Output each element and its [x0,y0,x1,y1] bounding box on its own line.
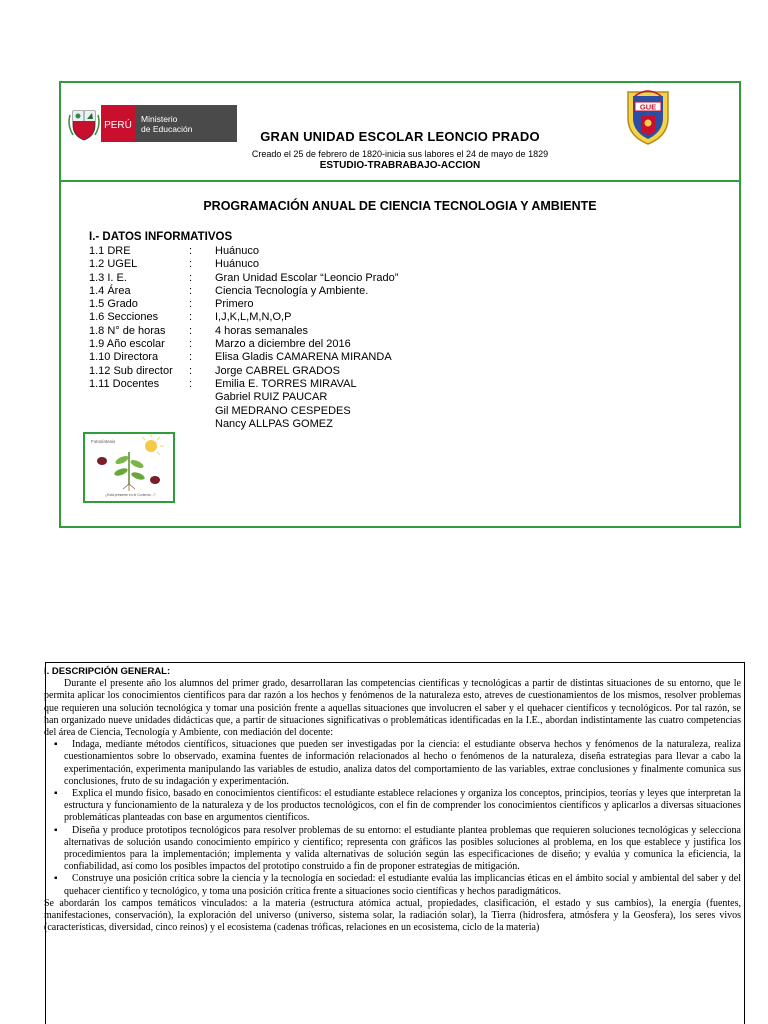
datos-separator: : [189,351,193,364]
datos-row [89,325,398,338]
datos-row [89,272,398,285]
datos-value: Marzo a diciembre del 2016 [215,338,351,351]
datos-separator: : [189,338,193,351]
datos-list [89,245,398,431]
competency-bullet [44,825,741,874]
datos-separator: : [189,324,193,337]
datos-separator: : [189,258,193,271]
competency-bullet [44,873,741,897]
description-text [44,666,741,934]
bullet-square-icon: ▪ [54,739,58,751]
datos-label [89,391,189,404]
datos-value: Nancy ALLPAS GOMEZ [215,417,333,430]
description-title: I. DESCRIPCIÓN GENERAL: [44,666,171,677]
datos-row [89,365,398,378]
datos-separator: : [189,271,193,284]
datos-label: 1.11 Docentes [89,377,160,390]
datos-row [89,298,398,311]
cover-frame [59,81,741,528]
competency-bullet [44,788,741,825]
datos-separator: : [189,377,193,390]
datos-label [89,405,189,418]
datos-separator: : [189,364,193,377]
program-title: PROGRAMACIÓN ANUAL DE CIENCIA TECNOLOGIA Y AMBIENTE [203,199,597,213]
datos-label: 1.12 Sub director [89,364,173,377]
datos-row [89,391,398,404]
description-section [45,662,745,1024]
competency-text: Explica el mundo físico, basado en conocimientos científicos: el estudiante establece relaciones y organiza los conceptos, principios, teorías y leyes que interpretan la estructura y funcionamiento de la naturaleza y de los productos tecnológicos, con el fin de comprender los conocimientos científicos y aplicarlos a diversas situaciones problemáticas planteadas con base en argumentos científicos. [64,788,741,824]
datos-value: Elisa Gladis CAMARENA MIRANDA [215,351,392,364]
datos-label: 1.9 Año escolar [89,338,165,351]
datos-label [89,418,189,431]
school-name: GRAN UNIDAD ESCOLAR LEONCIO PRADO [260,129,540,144]
datos-label: 1.4 Área [89,284,131,297]
description-intro: Durante el presente año los alumnos del primer grado, desarrollaran las competencias científicas y tecnológicas a partir de distintas situaciones de su entorno, que le permita aplicar los conocimientos científicos para dar razón a los hechos y fenómenos de la naturaleza esto, atreves de cuestionamientos de los mismos, resolver problemas que requieren una solución tecnológica y tomar una posición frente a aquellas situaciones que involucren el saber y el quehacer científicos y tecnológicos. Por tal razón, se han organizado nueve unidades didácticas que, a partir de situaciones significativas o problemáticas identificadas en la I.E., abordan indistintamente las cuatro competencias del área de Ciencia, Tecnología y Ambiente, con mediación del docente: [44,678,741,739]
datos-row [89,338,398,351]
header-divider [61,180,739,182]
datos-heading: I.- DATOS INFORMATIVOS [89,231,233,243]
datos-value: 4 horas semanales [215,324,308,337]
datos-value: Huánuco [215,258,260,271]
datos-label: 1.2 UGEL [89,258,138,271]
datos-separator [189,418,215,431]
school-founding-note: Creado el 25 de febrero de 1820-inicia sus labores el 24 de mayo de 1829 [251,149,549,159]
datos-label: 1.8 N° de horas [89,324,166,337]
thumbnail-caption-bottom: ¿Está presente en el Contexto...? [105,493,156,497]
datos-row [89,405,398,418]
datos-row [89,311,398,324]
datos-row [89,351,398,364]
datos-separator: : [189,284,193,297]
ministry-line2: de Educación [141,124,193,134]
datos-value: Gabriel RUIZ PAUCAR [215,391,328,404]
datos-label: 1.3 I. E. [89,271,127,284]
datos-label: 1.1 DRE [89,245,131,257]
datos-value: Emilia E. TORRES MIRAVAL [215,377,357,390]
bullet-square-icon: ▪ [54,873,58,885]
datos-label: 1.6 Secciones [89,311,159,324]
datos-row [89,285,398,298]
photosynthesis-thumbnail [83,432,175,503]
datos-separator [189,405,215,418]
datos-row [89,258,398,271]
description-closing: Se abordarán los campos temáticos vinculados: a la materia (estructura atómica actual, propiedades, clasificación, el estado y sus cambios), la energía (fuentes, manifestaciones, conservación), la exploración del universo (universo, sistema solar, la radiación solar), la Tierra (hidrosfera, atmósfera y la Geosfera), los seres vivos (características, diversidad, cinco reinos) y el ecosistema (cadenas tróficas, relaciones en un ecosistema, ciclo de la materia) [44,897,741,934]
datos-value: I,J,K,L,M,N,O,P [215,311,292,324]
datos-separator [189,391,215,404]
datos-separator: : [189,245,193,257]
school-motto: ESTUDIO-TRABRABAJO-ACCION [319,160,481,171]
plant-illustration-icon [85,434,173,501]
competency-text: Diseña y produce prototipos tecnológicos para resolver problemas de su entorno: el estudiante plantea problemas que requieren soluciones tecnológicas y selecciona alternativas de solución usando conocimiento empírico y científico; representa con gráficos las posibles soluciones al problema, en los que establece y justifica los procedimientos para la implementación; implementa y valida alternativas de solución según las especificaciones de diseño; y evalúa y comunica la eficiencia, la confiabilidad, así como los posibles impactos del prototipo construido a fin de proponer estrategias de mitigación. [64,824,741,873]
competency-bullets [44,739,741,898]
datos-value: Gil MEDRANO CESPEDES [215,404,351,417]
datos-value: Gran Unidad Escolar “Leoncio Prado” [215,271,399,284]
datos-row [89,418,398,431]
datos-separator: : [189,298,193,311]
competency-text: Construye una posición crítica sobre la ciencia y la tecnología en sociedad: el estudiante evalúa las implicancias éticas en el ámbito social y ambiental del saber y del quehacer científico y tecnológico, y toma una posición crítica frente a situaciones socio científicas y hechos paradigmáticos. [64,873,741,897]
crest-letters: GUE [639,102,657,112]
bullet-square-icon: ▪ [54,824,58,836]
datos-value: Ciencia Tecnología y Ambiente. [215,284,369,297]
datos-row [89,378,398,391]
datos-value: Jorge CABREL GRADOS [215,364,340,377]
bullet-square-icon: ▪ [54,788,58,800]
datos-separator: : [189,311,193,324]
datos-label: 1.10 Directora [89,351,159,364]
peru-label: PERÚ [104,120,132,131]
competency-bullet [44,739,741,788]
ministry-line1: Ministerio [141,114,178,124]
datos-row [89,245,398,258]
competency-text: Indaga, mediante métodos científicos, situaciones que pueden ser investigadas por la ciencia: el estudiante observa hechos y fenómenos de la naturaleza, realiza cuestionamientos sobre lo observado, examina fuentes de información relacionados al hecho o fenómenos de la naturaleza, diseña estrategias para llevar a cabo la experimentación, experimenta manipulando las variables de estudio, analiza datos del comportamiento de las variables, extrae conclusiones y finalmente comunica sus conclusiones, fruto de su indagación y experimentación. [64,739,741,787]
datos-label: 1.5 Grado [89,298,138,311]
datos-value: Primero [215,298,254,311]
thumbnail-caption-top: Fotosíntesis [91,439,116,444]
datos-value: Huánuco [215,245,260,257]
